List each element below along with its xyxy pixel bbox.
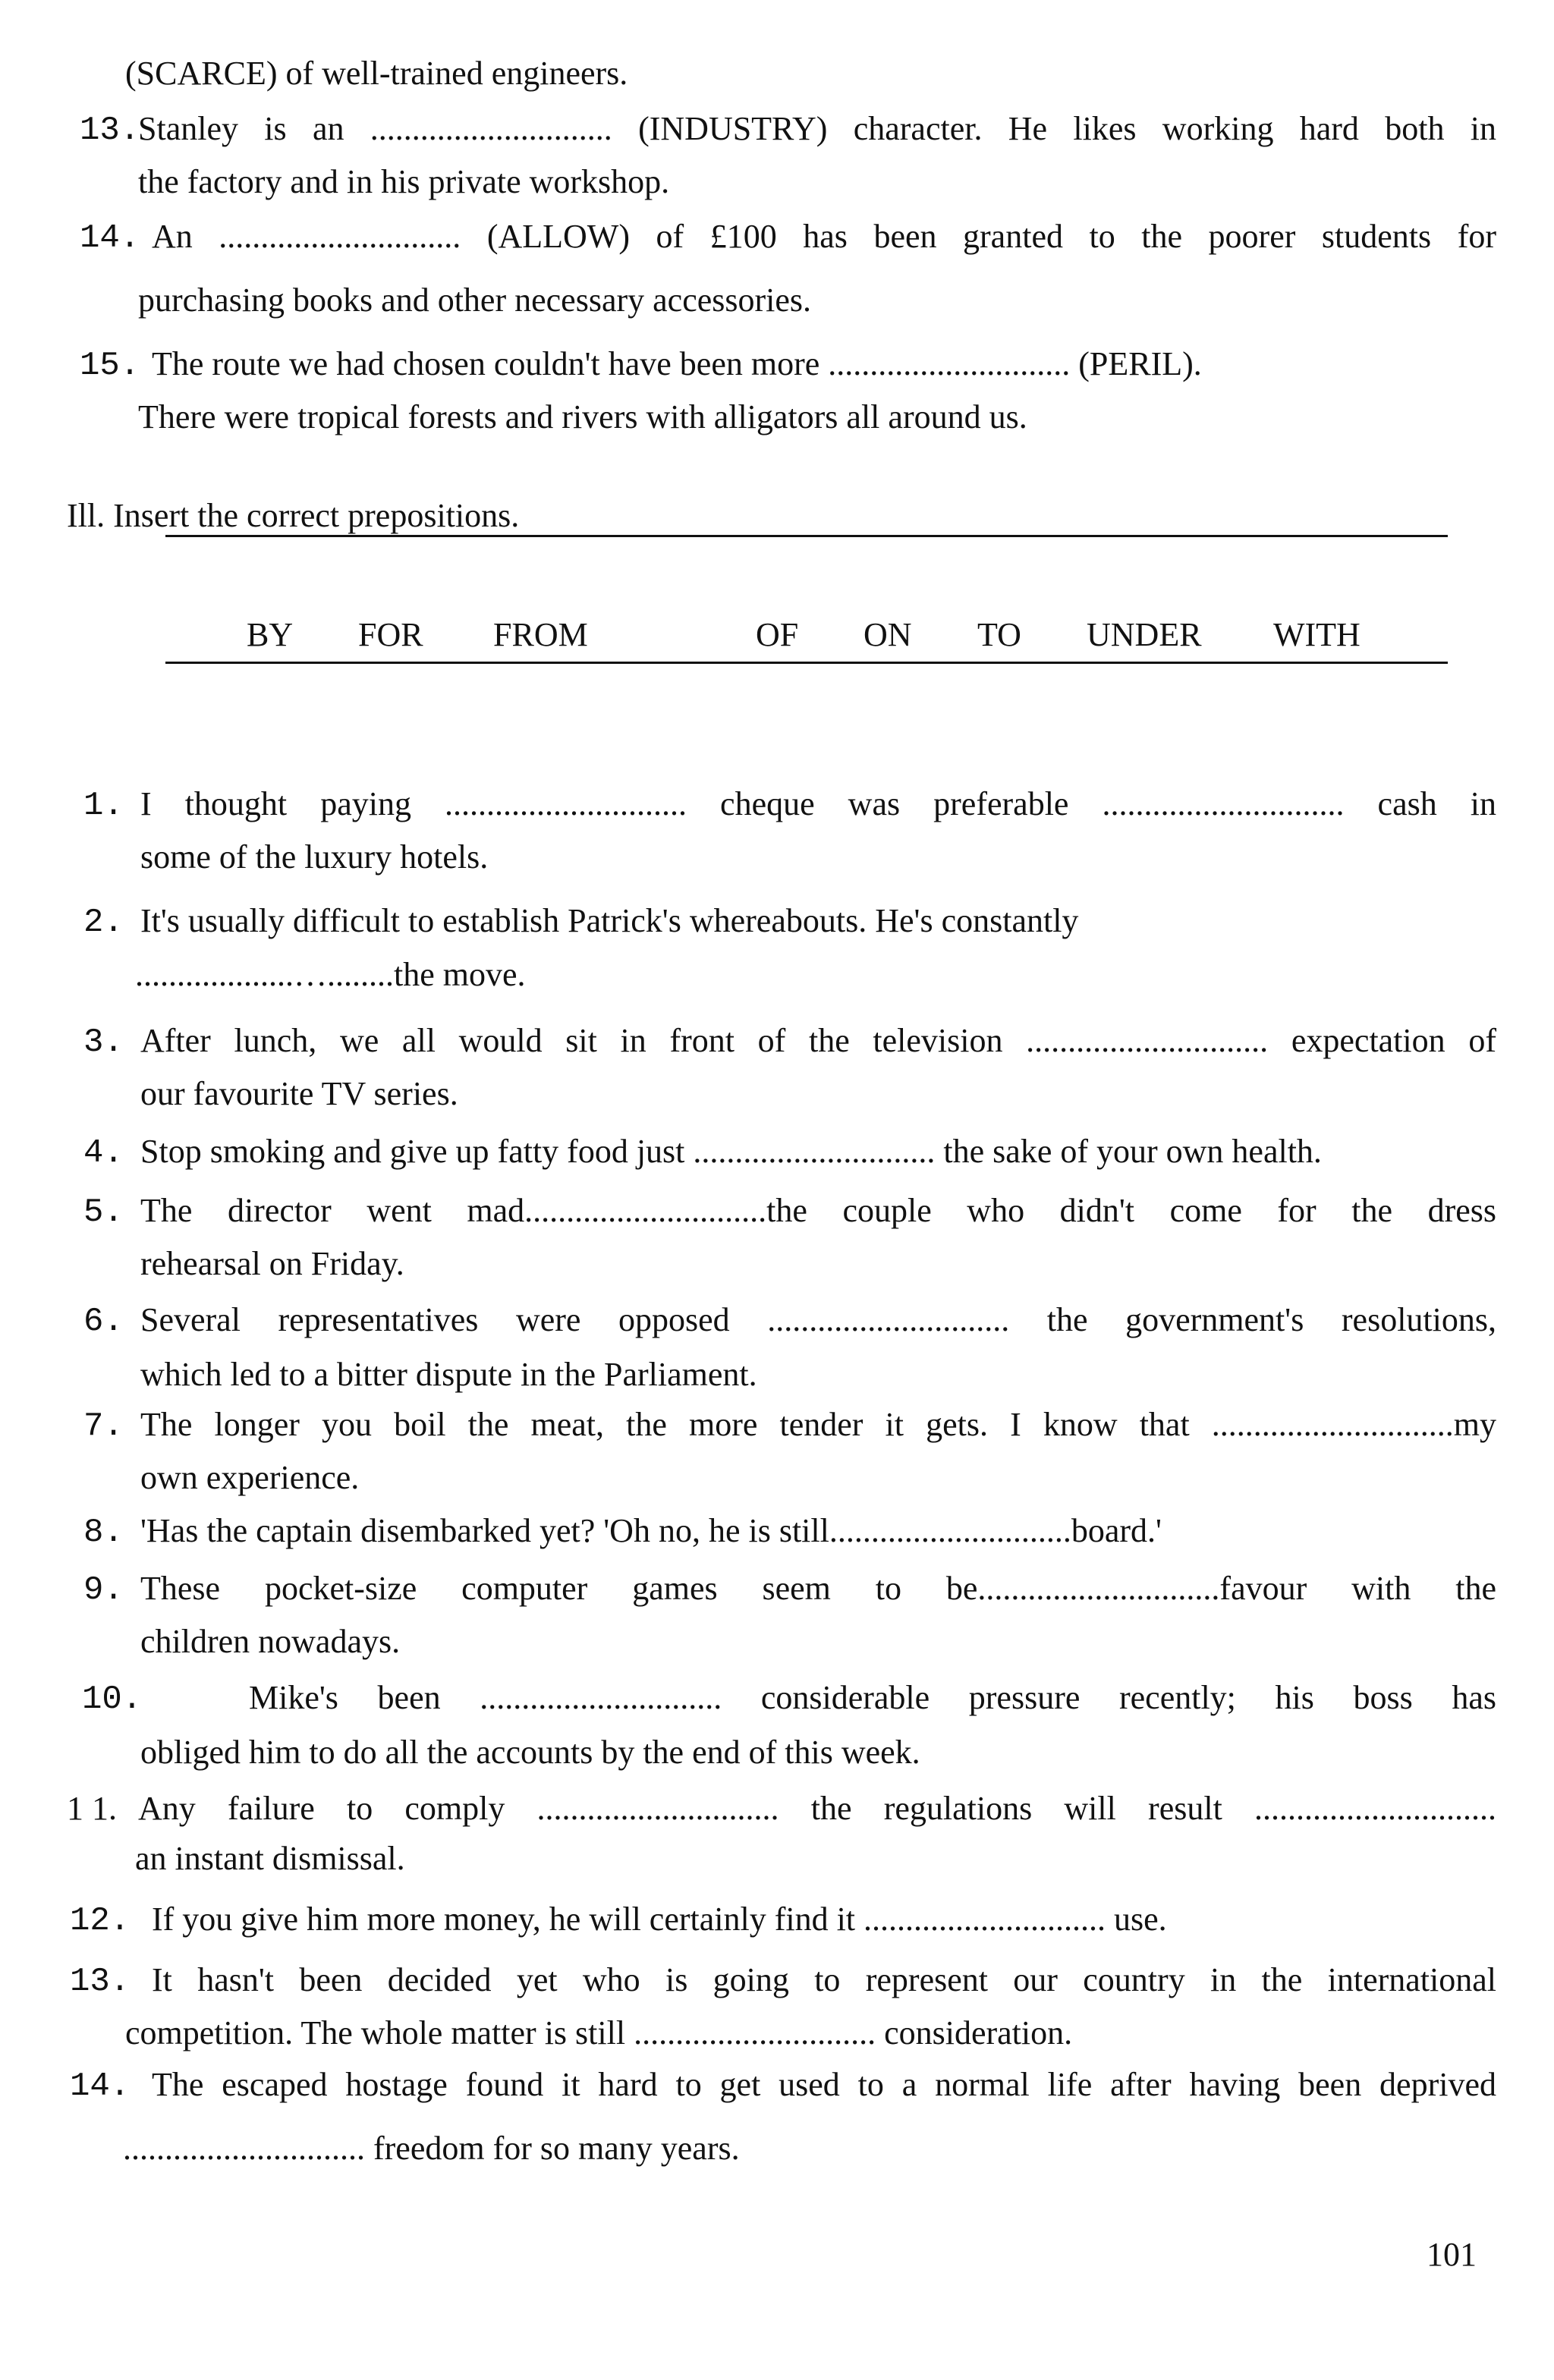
- item-text: which led to a bitter dispute in the Parliament.: [140, 1356, 757, 1393]
- item-text: It's usually difficult to establish Patrick's whereabouts. He's constantly: [140, 902, 1079, 939]
- word-on: ON: [864, 616, 912, 653]
- word-from: FROM: [493, 616, 588, 653]
- item-text: It hasn't been decided yet who is going to represent our country in the international: [152, 1961, 1496, 1998]
- word-with: WITH: [1273, 616, 1361, 653]
- item-number: 14.: [70, 2067, 131, 2105]
- item-number: 6.: [83, 1303, 124, 1341]
- section-heading: Ill. Insert the correct prepositions.: [67, 497, 520, 534]
- word-of: OF: [756, 616, 799, 653]
- item-text: children nowadays.: [140, 1623, 401, 1660]
- item-text: The route we had chosen couldn't have been more ............................. (PERIL).: [152, 345, 1202, 382]
- item-text: competition. The whole matter is still ............................. consideration.: [125, 2014, 1073, 2051]
- item-number: 5.: [83, 1193, 124, 1231]
- page-number: 101: [1427, 2236, 1477, 2273]
- item-text: After lunch, we all would sit in front of the television ............................. expectation of: [140, 1022, 1496, 1059]
- item-number: 2.: [83, 904, 124, 942]
- word-box-top-rule: [165, 535, 1448, 537]
- item-text: obliged him to do all the accounts by the end of this week.: [140, 1734, 920, 1771]
- item-number: 13.: [80, 112, 140, 149]
- item-text: The longer you boil the meat, the more tender it gets. I know that .............................my: [140, 1406, 1496, 1443]
- item-number: 13.: [70, 1963, 131, 2001]
- item-number: 1.: [83, 787, 124, 825]
- item-number: 9.: [83, 1571, 124, 1609]
- word-box-bottom-rule: [165, 662, 1448, 664]
- item-number: 14.: [80, 219, 140, 257]
- continuation-line: (SCARCE) of well-trained engineers.: [125, 55, 628, 92]
- item-text: some of the luxury hotels.: [140, 838, 489, 876]
- item-text: There were tropical forests and rivers with alligators all around us.: [138, 398, 1027, 435]
- item-text: Several representatives were opposed ............................. the government's resolutions,: [140, 1301, 1496, 1338]
- word-under: UNDER: [1087, 616, 1202, 653]
- item-number: 1 1.: [67, 1790, 117, 1827]
- item-text: Stop smoking and give up fatty food just ............................. the sake of your own health.: [140, 1133, 1322, 1170]
- item-text: These pocket-size computer games seem to be.............................favour with the: [140, 1570, 1496, 1607]
- item-number: 12.: [70, 1902, 131, 1940]
- item-text: rehearsal on Friday.: [140, 1245, 404, 1282]
- item-text: an instant dismissal.: [135, 1840, 405, 1877]
- item-number: 10.: [82, 1680, 143, 1718]
- word-for: FOR: [358, 616, 423, 653]
- item-text: The director went mad.............................the couple who didn't come for the dress: [140, 1192, 1496, 1229]
- item-text: Mike's been ............................. considerable pressure recently; his boss has: [249, 1679, 1496, 1716]
- item-text: Any failure to comply ............................. the regulations will result .............................: [138, 1790, 1496, 1827]
- item-text: ............................. freedom for so many years.: [123, 2130, 740, 2167]
- item-text: ...................…........the move.: [135, 956, 526, 993]
- word-to: TO: [977, 616, 1021, 653]
- item-text: I thought paying ............................. cheque was preferable ............................. cash in: [140, 785, 1496, 822]
- item-text: Stanley is an ............................. (INDUSTRY) character. He likes working hard both in: [138, 110, 1496, 147]
- item-text: If you give him more money, he will certainly find it ............................. use.: [152, 1901, 1167, 1938]
- item-text: own experience.: [140, 1459, 360, 1496]
- item-text: 'Has the captain disembarked yet? 'Oh no, he is still.............................board.': [140, 1512, 1162, 1549]
- item-number: 15.: [80, 347, 140, 385]
- item-number: 4.: [83, 1134, 124, 1172]
- item-number: 7.: [83, 1407, 124, 1445]
- item-number: 8.: [83, 1514, 124, 1552]
- item-text: the factory and in his private workshop.: [138, 163, 670, 200]
- item-text: The escaped hostage found it hard to get used to a normal life after having been deprived: [152, 2066, 1496, 2103]
- item-text: purchasing books and other necessary accessories.: [138, 281, 812, 319]
- word-by: BY: [247, 616, 294, 653]
- item-number: 3.: [83, 1023, 124, 1061]
- item-text: An ............................. (ALLOW) of £100 has been granted to the poorer students for: [152, 218, 1496, 255]
- item-text: our favourite TV series.: [140, 1075, 458, 1112]
